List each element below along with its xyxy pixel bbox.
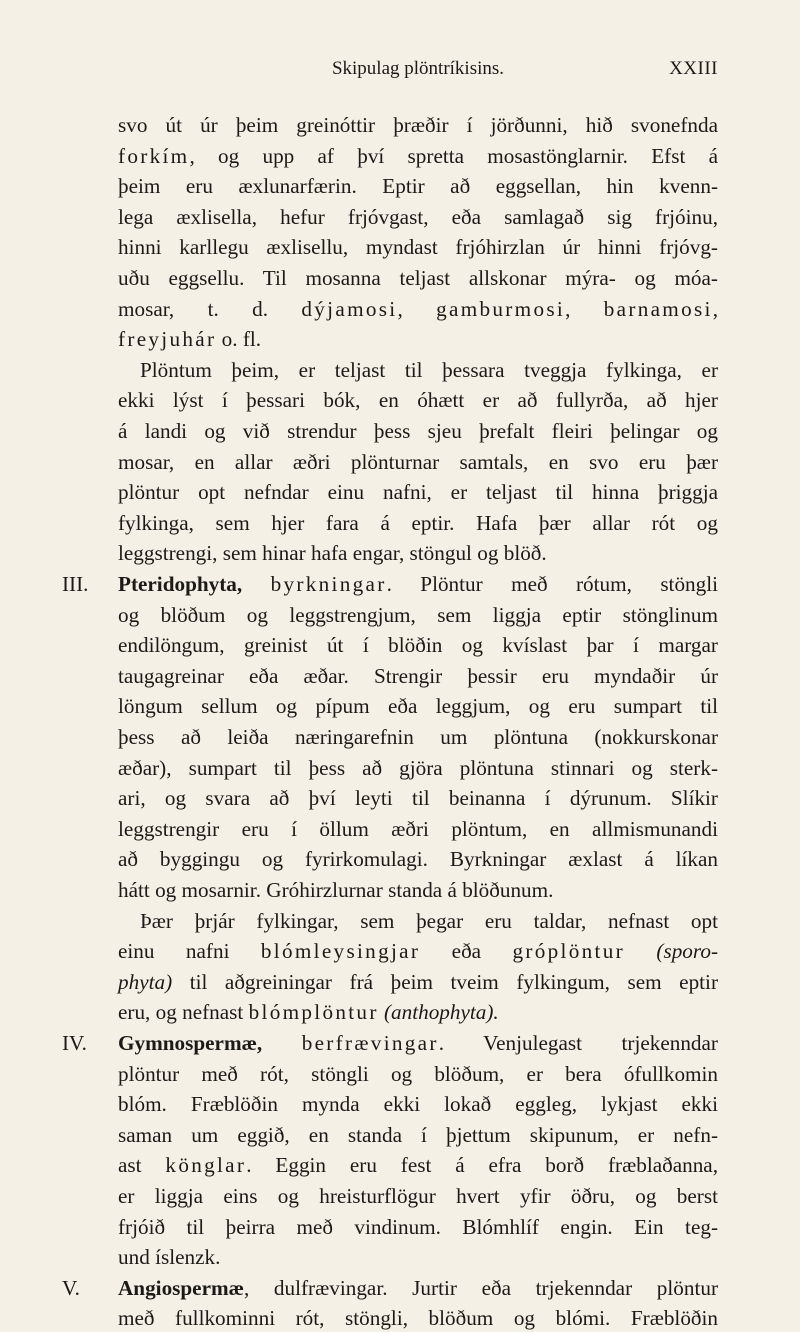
page-number: XXIII [669,58,718,79]
text-line: ast könglar. Eggin eru fest á efra borð fræblaðanna, [118,1153,719,1178]
latin-term: phyta) [118,969,173,994]
text-line: leggstrengir eru í öllum æðri plöntum, en allmismunandi [118,816,718,841]
text-line: uðu eggsellu. Til mosanna teljast allskonar mýra- og móa- [118,266,718,290]
text-line: svo út úr þeim greinóttir þræðir í jörðunni, hið svonefnda [118,113,718,137]
text-line: hátt og mosarnir. Gróhirzlurnar standa á blöðunum. [118,878,554,902]
taxon-name: Gymnospermæ [118,1031,257,1055]
text-line: phyta) til aðgreiningar frá þeim tveim fylkingum, sem eptir [118,969,718,994]
text-line: ari, og svara að því leyti til beinanna í dýrunum. Slíkir [118,786,718,811]
spaced-term: blómleysingjar [260,939,421,964]
text-line: blóm. Fræblöðin mynda ekki lokað eggleg, lykjast ekki [118,1092,718,1117]
text-line: löngum sellum og pípum eða leggjum, og eru sumpart til [118,694,718,719]
latin-term: (anthophyta). [378,1000,499,1025]
text-line: fylkinga, sem hjer fara á eptir. Hafa þær allar rót og [118,510,718,535]
text-line: plöntur opt nefndar einu nafni, er teljast til hinna þriggja [118,480,718,505]
text-line: Pteridophyta, byrkningar. Plöntur með rótum, stöngli [118,572,719,596]
spaced-term: byrkningar [270,572,387,596]
text-line: eru, og nefnast blómplöntur (anthophyta). [118,1000,499,1025]
text-line: með fullkominni rót, stöngli, blöðum og blómi. Fræblöðin [118,1306,718,1331]
text-line: leggstrengi, sem hinar hafa engar, stöngul og blöð. [118,541,547,566]
spaced-term: dýjamosi [301,296,398,321]
text-line: og blöðum og leggstrengjum, sem liggja eptir stönglinum [118,602,718,627]
running-title: Skipulag plöntríkisins. [331,58,505,79]
text-line: saman um eggið, en standa í þjettum skipunum, er nefn- [118,1122,718,1147]
text-line: Gymnospermæ, berfrævingar. Venjulegast trjekenndar [118,1031,718,1055]
taxon-name: Angiospermæ [118,1275,244,1300]
text-line: plöntur með rót, stöngli og blöðum, er bera ófullkomin [118,1061,718,1086]
text-line: ekki lýst í þessari bók, en óhætt er að fullyrða, að hjer [118,388,718,413]
text-line: freyjuhár o. fl. [118,327,262,352]
text-line: endilöngum, greinist út í blöðin og kvíslast þar í margar [118,633,718,658]
spaced-term: gamburmosi [436,296,566,321]
text-line: á landi og við strendur þess sjeu þrefalt fleiri þelingar og [118,419,718,443]
text-line: Plöntum þeim, er teljast til þessara tveggja fylkinga, er [140,357,718,382]
spaced-term: könglar [165,1153,247,1178]
text-line: mosar, t. d. dýjamosi, gamburmosi, barnamosi, [118,296,718,321]
section-numeral-iv: IV. [62,1031,87,1055]
text-line: lega æxlisella, hefur frjóvgast, eða samlagað sig frjóinu, [118,204,718,229]
running-header [118,58,718,86]
text-line: að byggingu og fyrirkomulagi. Byrkningar æxlast á líkan [118,847,718,872]
text-line: æðar), sumpart til þess að gjöra plöntuna stinnari og sterk- [118,755,718,780]
text-line: er liggja eins og hreisturflögur hvert yfir öðru, og berst [118,1184,718,1208]
spaced-term: berfrævingar [301,1031,439,1055]
text-line: hinni karllegu æxlisellu, myndast frjóhirzlan úr hinni frjóvg- [118,235,718,260]
text-line: frjóið til þeirra með vindinum. Blómhlíf engin. Ein teg- [118,1214,718,1239]
taxon-name: Pteridophyta [118,572,237,596]
text-line: þess að leiða næringarefnin um plöntuna (nokkurskonar [118,725,718,749]
latin-term: (sporo- [624,939,719,964]
text-line: forkím, og upp af því spretta mosastönglarnir. Efst á [118,143,718,168]
spaced-term: freyjuhár [118,327,217,352]
spaced-term: barnamosi [603,296,713,321]
section-numeral-v: V. [62,1275,80,1300]
text-line: Þær þrjár fylkingar, sem þegar eru taldar, nefnast opt [140,908,718,933]
spaced-term: forkím [118,143,190,168]
text-line: taugagreinar eða æðar. Strengir þessir eru myndaðir úr [118,663,718,688]
text-line: Angiospermæ, dulfrævingar. Jurtir eða trjekenndar plöntur [118,1275,718,1300]
text-line: und íslenzk. [118,1245,221,1270]
section-numeral-iii: III. [62,572,89,596]
text-line: mosar, en allar æðri plönturnar samtals, en svo eru þær [118,449,718,474]
text-line: þeim eru æxlunarfærin. Eptir að eggsellan, hin kvenn- [118,174,718,199]
spaced-term: gróplöntur [512,939,625,964]
spaced-term: blómplöntur [248,1000,379,1025]
text-line: einu nafni blómleysingjar eða gróplöntur (sporo- [118,939,719,964]
